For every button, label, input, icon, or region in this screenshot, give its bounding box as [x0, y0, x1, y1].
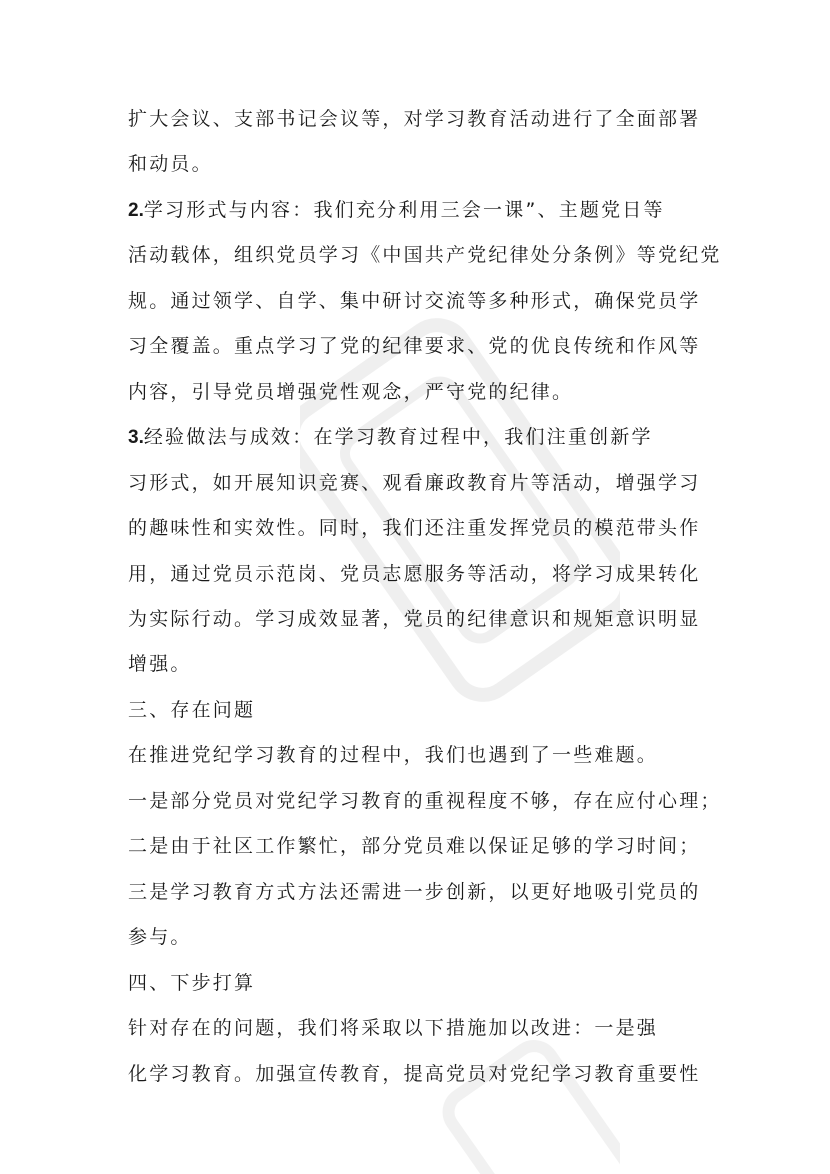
watermark-stamp-bottom	[440, 1040, 620, 1174]
text-line: 针对存在的问题，我们将采取以下措施加以改进：一是强	[128, 1017, 659, 1039]
text-line: 习形式，如开展知识竞赛、观看廉政教育片等活动，增强学习	[128, 472, 701, 494]
text-line: 化学习教育。加强宣传教育，提高党员对党纪学习教育重要性	[128, 1063, 701, 1085]
text-line: 三是学习教育方式方法还需进一步创新，以更好地吸引党员的	[128, 881, 701, 903]
text-line: 在推进党纪学习教育的过程中，我们也遇到了一些难题。	[128, 744, 659, 766]
watermark-stamp	[300, 300, 620, 720]
text-line: 学习形式与内容：我们充分利用三会一课”、主题党日等	[143, 199, 665, 221]
text-line: 内容，引导党员增强党性观念，严守党的纪律。	[128, 381, 574, 403]
text-line: 经验做法与成效：在学习教育过程中，我们注重创新学	[143, 426, 653, 448]
item-number: 3.	[128, 427, 144, 448]
numbered-paragraph-3	[128, 425, 653, 450]
text-line: 用，通过党员示范岗、党员志愿服务等活动，将学习成果转化	[128, 563, 701, 585]
text-line: 习全覆盖。重点学习了党的纪律要求、党的优良传统和作风等	[128, 335, 701, 357]
text-line: 增强。	[128, 653, 192, 675]
text-line: 参与。	[128, 926, 192, 948]
text-line: 和动员。	[128, 153, 213, 175]
text-line: 扩大会议、支部书记会议等，对学习教育活动进行了全面部署	[128, 108, 701, 130]
section-heading-3: 三、存在问题	[128, 699, 256, 721]
text-line: 的趣味性和实效性。同时，我们还注重发挥党员的模范带头作	[128, 517, 701, 539]
section-heading-4: 四、下步打算	[128, 972, 256, 994]
item-number: 2.	[128, 200, 144, 221]
numbered-paragraph-2	[128, 198, 665, 223]
text-line: 活动载体，组织党员学习《中国共产党纪律处分条例》等党纪党	[128, 244, 722, 266]
text-line: 二是由于社区工作繁忙，部分党员难以保证足够的学习时间；	[128, 835, 701, 857]
text-line: 为实际行动。学习成效显著，党员的纪律意识和规矩意识明显	[128, 608, 701, 630]
text-line: 一是部分党员对党纪学习教育的重视程度不够，存在应付心理；	[128, 790, 722, 812]
text-line: 规。通过领学、自学、集中研讨交流等多种形式，确保党员学	[128, 290, 701, 312]
